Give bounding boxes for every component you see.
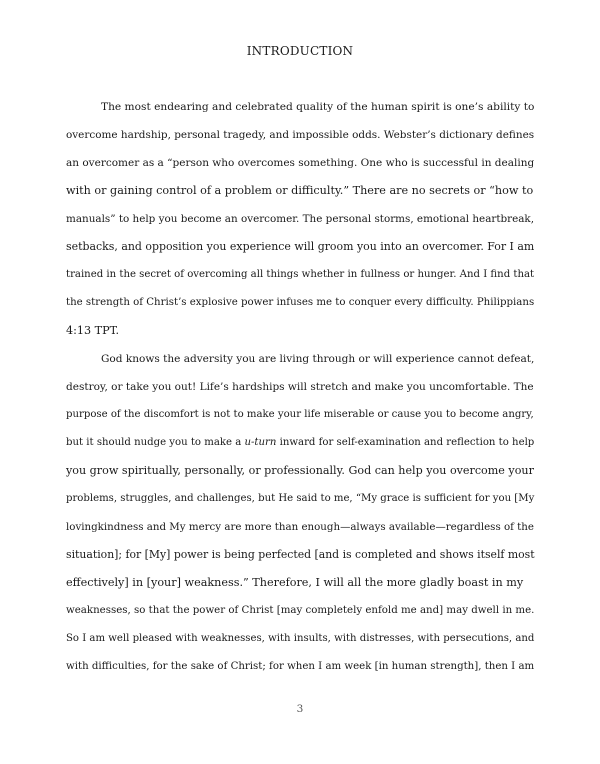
paragraph-2-line-2: destroy, or take you out! Life’s hardships will stretch and make you uncomfortable. The	[66, 381, 534, 393]
paragraph-2-line-4	[66, 436, 534, 450]
paragraph-1-line-9: 4:13 TPT.	[66, 324, 120, 337]
paragraph-1-line-4: with or gaining control of a problem or difficulty.” There are no secrets or “how to	[66, 184, 534, 197]
paragraph-1-line-2: overcome hardship, personal tragedy, and impossible odds. Webster’s dictionary defines	[66, 129, 535, 141]
paragraph-2-line-1: God knows the adversity you are living through or will experience cannot defeat,	[101, 353, 535, 365]
paragraph-2-line-5: you grow spiritually, personally, or professionally. God can help you overcome your	[66, 464, 534, 477]
paragraph-2-line-10: weaknesses, so that the power of Christ [may completely enfold me and] may dwell in me.	[66, 605, 535, 616]
line-4-text-after: inward for self-examination and reflection to help	[276, 437, 535, 448]
paragraph-2-line-6: problems, struggles, and challenges, but He said to me, “My grace is sufficient for you [My	[66, 493, 535, 504]
italic-u-turn: u-turn	[244, 437, 277, 448]
paragraph-1-line-7: trained in the secret of overcoming all things whether in fullness or hunger. And I find that	[66, 269, 535, 280]
paragraph-2-line-9: effectively] in [your] weakness.” Therefore, I will all the more gladly boast in my	[66, 576, 524, 589]
paragraph-1-line-8: the strength of Christ’s explosive power infuses me to conquer every difficulty. Philippians	[66, 297, 535, 308]
page-title: INTRODUCTION	[246, 44, 354, 58]
paragraph-1-line-1: The most endearing and celebrated quality of the human spirit is one’s ability to	[101, 100, 535, 113]
line-4-text-before: but it should nudge you to make a	[66, 437, 245, 448]
paragraph-2-line-8: situation]; for [My] power is being perfected [and is completed and shows itself most	[66, 548, 535, 561]
page-number: 3	[296, 703, 304, 715]
paragraph-1-line-6: setbacks, and opposition you experience will groom you into an overcomer. For I am	[66, 240, 535, 253]
paragraph-2-line-3: purpose of the discomfort is not to make your life miserable or cause you to become angry,	[66, 409, 534, 420]
paragraph-2-line-11: So I am well pleased with weaknesses, with insults, with distresses, with persecutions, and	[66, 633, 535, 644]
paragraph-1-line-5: manuals” to help you become an overcomer. The personal storms, emotional heartbreak,	[66, 213, 535, 225]
paragraph-1-line-3: an overcomer as a “person who overcomes something. One who is successful in dealing	[66, 157, 535, 169]
paragraph-2-line-7: lovingkindness and My mercy are more than enough—always available—regardless of the	[66, 521, 534, 533]
paragraph-2-line-12: with difficulties, for the sake of Christ; for when I am week [in human strength], then I am	[66, 661, 535, 672]
